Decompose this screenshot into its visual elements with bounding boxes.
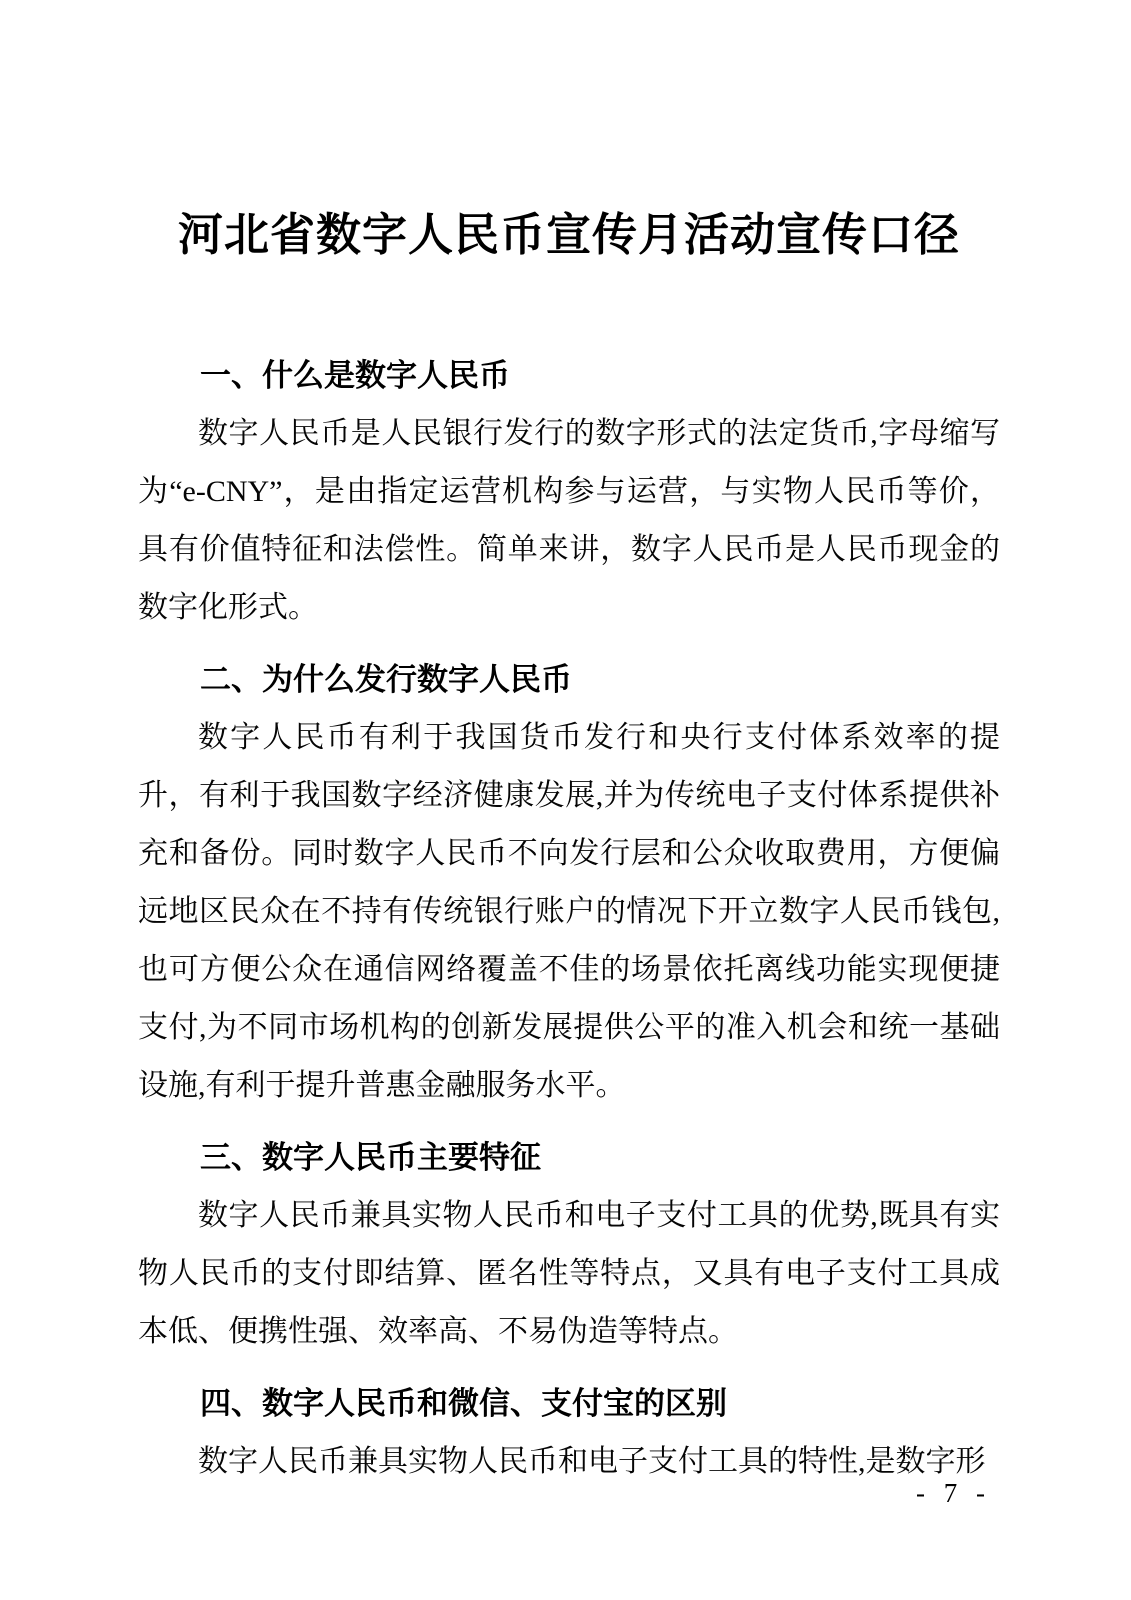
section-paragraph-1: 数字人民币是人民银行发行的数字形式的法定货币,字母缩写为“e-CNY”，是由指定运营机构参与运营，与实物人民币等价，具有价值特征和法偿性。简单来讲，数字人民币是人民币现金的数字化形式。 bbox=[138, 417, 1000, 624]
section-heading-4: 四、数字人民币和微信、支付宝的区别 bbox=[200, 1386, 727, 1421]
section-heading-1: 一、什么是数字人民币 bbox=[200, 358, 510, 393]
document-title: 河北省数字人民币宣传月活动宣传口径 bbox=[177, 210, 960, 260]
section-heading-2: 二、为什么发行数字人民币 bbox=[200, 662, 572, 697]
section-heading-3: 三、数字人民币主要特征 bbox=[200, 1140, 541, 1175]
section-paragraph-2: 数字人民币有利于我国货币发行和央行支付体系效率的提升，有利于我国数字经济健康发展,并为传统电子支付体系提供补充和备份。同时数字人民币不向发行层和公众收取费用，方便偏远地区民众在不持有传统银行账户的情况下开立数字人民币钱包,也可方便公众在通信网络覆盖不佳的场景依托离线功能实现便捷支付,为不同市场机构的创新发展提供公平的准入机会和统一基础设施,有利于提升普惠金融服务水平。 bbox=[138, 721, 1000, 1102]
section-paragraph-3: 数字人民币兼具实物人民币和电子支付工具的优势,既具有实物人民币的支付即结算、匿名性等特点，又具有电子支付工具成本低、便携性强、效率高、不易伪造等特点。 bbox=[138, 1199, 1000, 1348]
document-content bbox=[138, 0, 1000, 1491]
section-paragraph-4: 数字人民币兼具实物人民币和电子支付工具的特性,是数字形 bbox=[198, 1445, 986, 1478]
page-number: - 7 - bbox=[916, 1478, 991, 1508]
